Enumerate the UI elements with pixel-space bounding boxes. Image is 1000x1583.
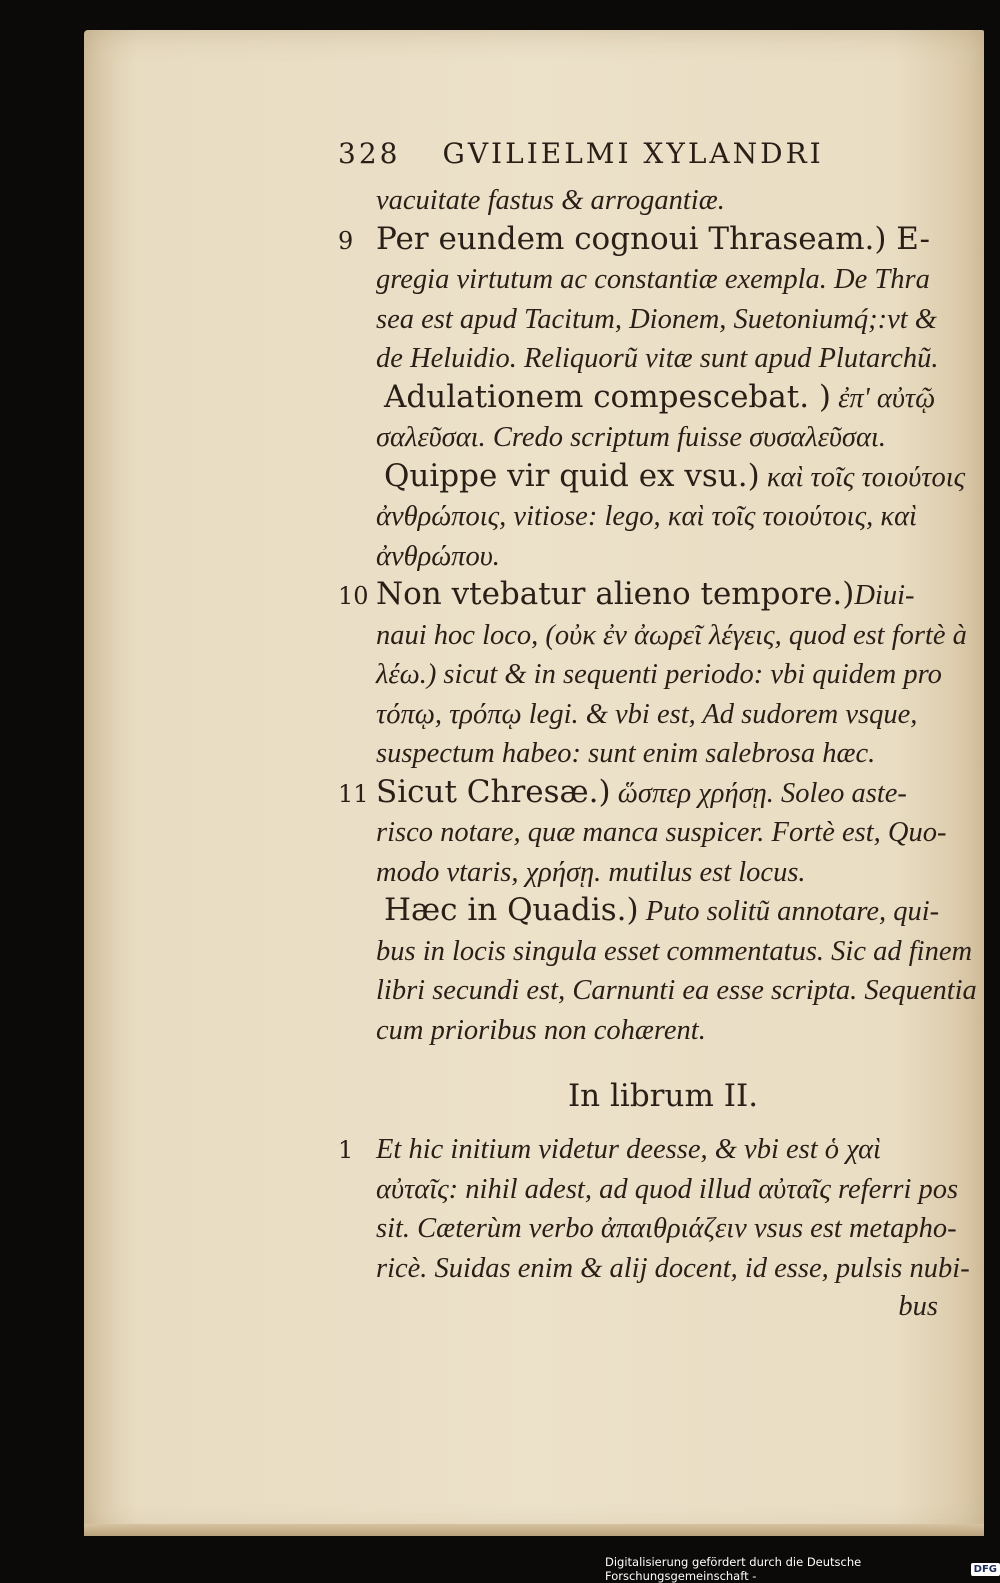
text-line xyxy=(338,694,948,734)
text-line xyxy=(338,773,948,813)
commentary-text: καὶ τοῖς τοιούτοις xyxy=(759,461,966,493)
lemma-text: Non vtebatur alieno tempore.) xyxy=(376,576,855,612)
text-block xyxy=(338,128,977,1327)
commentary-text: ricè. Suidas enim & alij docent, id esse, pulsis nubi- xyxy=(376,1252,970,1284)
page-number: 328 xyxy=(338,137,401,170)
running-header xyxy=(338,128,948,180)
commentary-text: ἀνθρώποις, vitiose: lego, καὶ τοῖς τοιούτοις, καὶ xyxy=(376,501,917,532)
commentary-text: gregia virtutum ac constantiæ exempla. De Thra xyxy=(376,264,930,295)
text-line xyxy=(338,931,973,971)
commentary-lines-book-2 xyxy=(338,1129,970,1287)
text-line xyxy=(338,417,948,457)
note-number: 11 xyxy=(338,779,369,808)
text-line xyxy=(338,970,977,1010)
commentary-text: vacuitate fastus & arrogantiæ. xyxy=(376,185,725,216)
commentary-lines xyxy=(338,180,977,1049)
commentary-text: ἐπ' αὐτῷ xyxy=(831,382,936,414)
commentary-text: ὥσπερ χρήσῃ. Soleo aste- xyxy=(610,777,907,809)
note-number: 10 xyxy=(338,582,369,610)
text-line xyxy=(338,1208,957,1248)
page-bottom-edge xyxy=(84,1524,984,1536)
text-line xyxy=(338,180,948,220)
text-line xyxy=(338,536,948,576)
text-line xyxy=(338,496,948,536)
commentary-text: λέω.) sicut & in sequenti periodo: vbi quidem pro xyxy=(376,659,942,690)
text-line xyxy=(338,812,948,852)
lemma-text: Adulationem compescebat. ) xyxy=(384,378,832,415)
section-heading: In librum II. xyxy=(567,1078,759,1114)
text-line xyxy=(338,654,948,694)
commentary-text: σαλεῦσαι. Credo scriptum fuisse συσαλεῦσαι. xyxy=(376,422,886,453)
lemma-text: Quippe vir quid ex vsu.) xyxy=(384,457,760,494)
text-line xyxy=(338,852,948,892)
commentary-text: bus in locis singula esset commentatus. Sic ad finem xyxy=(376,935,973,967)
footer xyxy=(605,1555,1000,1583)
text-line xyxy=(338,378,948,418)
text-line xyxy=(338,733,948,773)
text-line xyxy=(338,457,966,497)
text-line xyxy=(338,1169,959,1209)
commentary-text: libri secundi est, Carnunti ea esse scripta. Sequentia xyxy=(376,975,977,1006)
commentary-text: τόπῳ, τρόπῳ legi. & vbi est, Ad sudorem vsque, xyxy=(376,698,918,730)
commentary-text: cum prioribus non cohærent. xyxy=(376,1014,706,1046)
catchword: bus xyxy=(898,1291,938,1322)
commentary-text: Puto solitũ annotare, qui- xyxy=(638,896,940,927)
commentary-text: de Heluidio. Reliquorũ vitæ sunt apud Plutarchũ. xyxy=(376,343,939,374)
text-line xyxy=(338,338,948,378)
footer-text: Digitalisierung gefördert durch die Deutsche Forschungsgemeinschaft - xyxy=(605,1555,862,1583)
text-line xyxy=(338,575,948,615)
commentary-text: αὐταῖς: nihil adest, ad quod illud αὐταῖς referri pos xyxy=(376,1173,959,1205)
text-line xyxy=(338,220,948,260)
commentary-text: Et hic initium videtur deesse, & vbi est ὁ χαὶ xyxy=(376,1134,881,1165)
note-number: 1 xyxy=(338,1136,354,1164)
text-line xyxy=(338,299,948,339)
lemma-text: Per eundem cognoui Thraseam.) E- xyxy=(376,220,930,257)
text-line xyxy=(338,891,948,931)
text-line xyxy=(338,1010,948,1050)
text-line xyxy=(338,1129,948,1169)
commentary-text: modo vtaris, χρήσῃ. mutilus est locus. xyxy=(376,856,806,888)
commentary-text: sea est apud Tacitum, Dionem, Suetoniumq́;:vt & xyxy=(376,303,937,335)
commentary-text: suspectum habeo: sunt enim salebrosa hæc. xyxy=(376,738,876,769)
lemma-text: Hæc in Quadis.) xyxy=(384,892,639,928)
note-number: 9 xyxy=(338,226,354,255)
commentary-text: naui hoc loco, (οὐκ ἐν ἀωρεῖ λέγεις, quod est fortè à xyxy=(376,619,967,651)
running-title: GVILIELMI XYLANDRI xyxy=(442,137,824,170)
commentary-text: ἀνθρώπου. xyxy=(376,540,500,572)
text-line xyxy=(338,615,967,655)
commentary-text: risco notare, quæ manca suspicer. Fortè est, Quo- xyxy=(376,817,947,848)
text-line xyxy=(338,259,948,299)
lemma-text: Sicut Chresæ.) xyxy=(376,773,611,810)
dfg-logo: DFG xyxy=(971,1563,1000,1576)
commentary-text: sit. Cæterùm verbo ἀπαιθριάζειν vsus est metapho- xyxy=(376,1213,957,1244)
commentary-text: Diui- xyxy=(854,580,915,611)
text-line xyxy=(338,1248,970,1288)
